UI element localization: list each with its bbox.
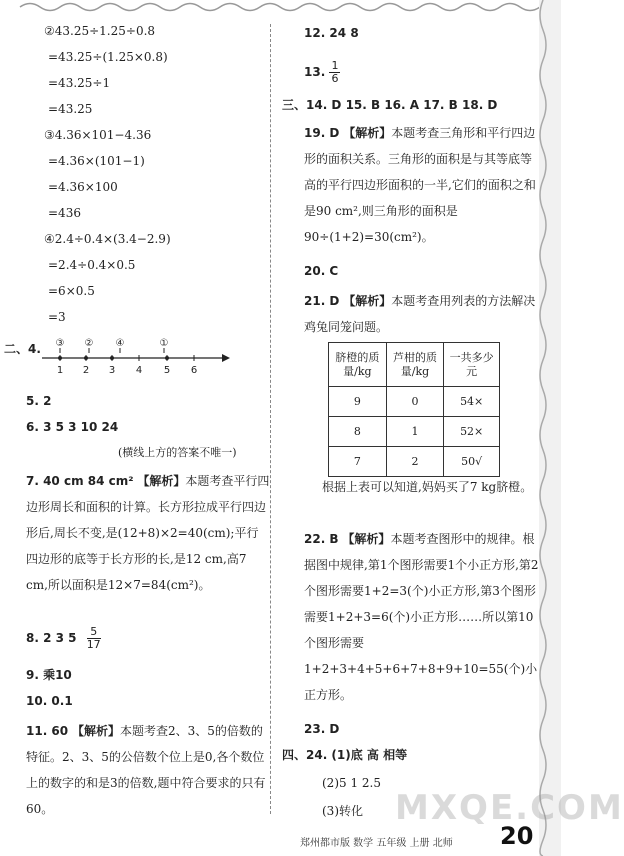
q8-frac-num: 5	[87, 626, 101, 639]
numline-tick-6: 6	[190, 365, 198, 376]
calc-4-line-4: =3	[48, 310, 66, 324]
page-footer: 郑州都市版 数学 五年级 上册 北师	[300, 838, 453, 849]
q22-head: 22. B	[304, 532, 339, 546]
numline-mark-3: ③	[55, 338, 65, 349]
q13-answer	[304, 60, 340, 85]
table-cell: 50√	[444, 447, 500, 477]
numline-tick-3: 3	[108, 365, 116, 376]
q13-label: 13.	[304, 65, 326, 79]
calc-4-line-2: =2.4÷0.4×0.5	[48, 258, 136, 272]
enumeration-table	[328, 342, 500, 477]
table-cell: 1	[386, 417, 444, 447]
numline-tick-1: 1	[56, 365, 64, 376]
table-row	[329, 447, 500, 477]
q10-answer: 10. 0.1	[26, 694, 73, 708]
calc-4-line-1: ④2.4÷0.4×(3.4−2.9)	[44, 232, 171, 246]
numline-tick-2: 2	[82, 365, 90, 376]
table-row	[329, 387, 500, 417]
q11-analysis-tag: 【解析】	[71, 724, 120, 738]
q9-answer: 9. 乘10	[26, 668, 72, 682]
q19-analysis-text: 本题考查三角形和平行四边形的面积关系。三角形的面积是与其等底等高的平行四边形面积的一半,它们的面积之和是90 cm²,则三角形的面积是90÷(1+2)=30(cm²)。	[304, 126, 536, 244]
numline-mark-4: ④	[115, 338, 125, 349]
q4-label: 二、4.	[4, 342, 41, 356]
table-header-cell: 一共多少元	[444, 343, 500, 387]
q21-analysis-text: 本题考查用列表的方法解决鸡兔同笼问题。	[304, 294, 536, 334]
numline-mark-2: ②	[84, 338, 94, 349]
numline-tick-4: 4	[135, 365, 143, 376]
calc-2-line-4: =43.25	[48, 102, 93, 116]
q24-part-3: (3)转化	[322, 804, 363, 818]
q24-part-1: 四、24. (1)底 高 相等	[282, 748, 408, 762]
table-row	[329, 417, 500, 447]
q13-fraction	[329, 60, 340, 85]
table-cell: 8	[329, 417, 387, 447]
q21-answer	[304, 288, 542, 340]
q21-head: 21. D	[304, 294, 340, 308]
column-divider	[270, 24, 271, 814]
q6-note: (横线上方的答案不唯一)	[118, 446, 237, 459]
table-cell: 54×	[444, 387, 500, 417]
q21-analysis-tag: 【解析】	[343, 294, 392, 308]
watermark: MXQE.COM	[395, 788, 624, 828]
q22-analysis-text: 本题考查图形中的规律。根据图中规律,第1个图形需要1个小正方形,第2个图形需要1+2=3(个)小正方形,第3个图形需要1+2+3=6(个)小正方形……所以第10个图形需要1+2+3+4+5+6+7+8+9+10=55(个)小正方形。	[304, 532, 539, 702]
q7-answer	[26, 468, 270, 598]
q8-frac-den: 17	[86, 638, 101, 651]
q19-analysis-tag: 【解析】	[343, 126, 392, 140]
page-number: 20	[500, 822, 534, 850]
calc-2-line-1: ②43.25÷1.25÷0.8	[44, 24, 156, 38]
calc-2-line-3: =43.25÷1	[48, 76, 111, 90]
calc-4-line-3: =6×0.5	[48, 284, 95, 298]
q19-answer	[304, 120, 542, 250]
q8-answer	[26, 626, 101, 651]
table-cell: 9	[329, 387, 387, 417]
q22-analysis-tag: 【解析】	[342, 532, 391, 546]
q13-frac-den: 6	[331, 72, 339, 85]
number-line	[40, 334, 240, 376]
q5-answer: 5. 2	[26, 394, 52, 408]
q11-answer	[26, 718, 270, 822]
table-header-row	[329, 343, 500, 387]
q7-analysis-tag: 【解析】	[137, 474, 186, 488]
q12-answer: 12. 24 8	[304, 26, 359, 40]
table-cell: 2	[386, 447, 444, 477]
calc-3-line-2: =4.36×(101−1)	[48, 154, 145, 168]
wavy-border-top	[20, 0, 540, 14]
table-header-cell: 脐橙的质量/kg	[329, 343, 387, 387]
q7-head: 7. 40 cm 84 cm²	[26, 474, 134, 488]
calc-3-line-1: ③4.36×101−4.36	[44, 128, 152, 142]
calc-2-line-2: =43.25÷(1.25×0.8)	[48, 50, 168, 64]
table-header-cell: 芦柑的质量/kg	[386, 343, 444, 387]
table-cell: 7	[329, 447, 387, 477]
q11-analysis-text: 本题考查2、3、5的倍数的特征。2、3、5的公倍数个位上是0,各个数位上的数字的和是3的倍数,题中符合要求的只有60。	[26, 724, 266, 816]
q7-analysis-text: 本题考查平行四边形周长和面积的计算。长方形拉成平行四边形后,周长不变,是(12+8)×2=40(cm);平行四边形的底等于长方形的长,是12 cm,高7 cm,所以面积是12×7=84(cm²)。	[26, 474, 270, 592]
q8-values: 8. 2 3 5	[26, 631, 77, 645]
q22-answer	[304, 526, 542, 708]
calc-3-line-4: =436	[48, 206, 81, 220]
numline-mark-1: ①	[159, 338, 169, 349]
q8-fraction	[87, 626, 101, 651]
table-cell: 0	[386, 387, 444, 417]
q20-answer: 20. C	[304, 264, 339, 278]
table-cell: 52×	[444, 417, 500, 447]
q6-answer: 6. 3 5 3 10 24	[26, 420, 119, 434]
q13-frac-num: 1	[331, 59, 339, 72]
q11-head: 11. 60	[26, 724, 69, 738]
q21-conclusion: 根据上表可以知道,妈妈买了7 kg脐橙。	[322, 480, 533, 494]
q23-answer: 23. D	[304, 722, 340, 736]
q24-part-2: (2)5 1 2.5	[322, 776, 381, 790]
q14-18-answers: 三、14. D 15. B 16. A 17. B 18. D	[282, 98, 498, 112]
q19-head: 19. D	[304, 126, 340, 140]
calc-3-line-3: =4.36×100	[48, 180, 118, 194]
numline-tick-5: 5	[163, 365, 171, 376]
